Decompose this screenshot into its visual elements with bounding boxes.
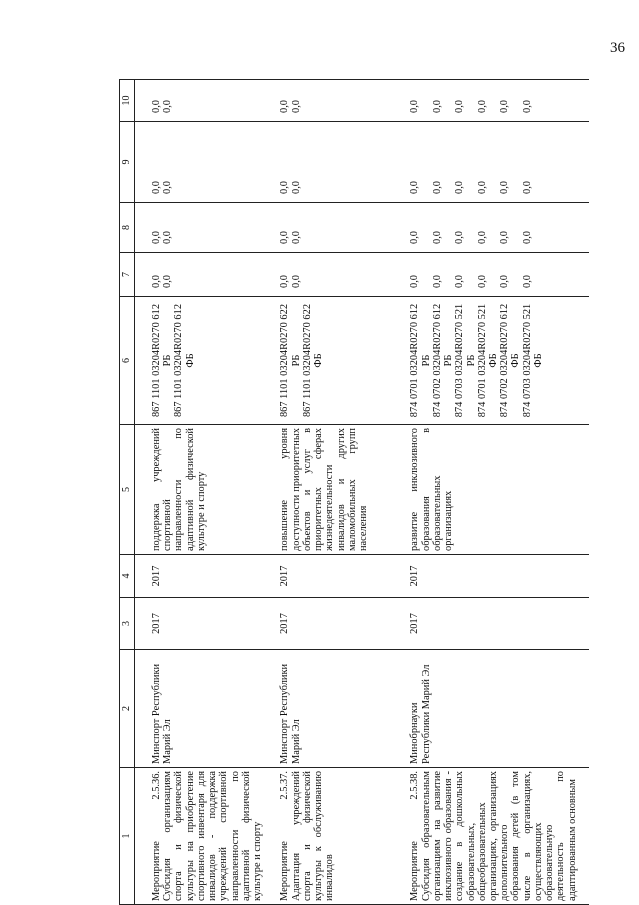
column-header: 8 (120, 203, 135, 253)
value: 0,0 (521, 100, 533, 113)
value: 0,0 (431, 181, 443, 194)
budget-code: 874 0703 03204R0270 521 РБ (454, 303, 477, 418)
event-name-cell: Мероприятие 2.5.36. Субсидия организациям спорта и физической культуры на приобретение спортивного инвентаря для инвалидов - поддержка учреждений спортивной направленности по адаптивной физической культуре и спорту (135, 768, 264, 905)
end-year-cell: 2017 (263, 555, 393, 598)
value: 0,0 (162, 181, 174, 194)
column-header: 3 (120, 598, 135, 650)
page-number: 36 (610, 40, 625, 56)
value: 0,0 (431, 231, 443, 244)
value: 0,0 (454, 100, 466, 113)
budget-code: 874 0702 03204R0270 612 РБ (431, 303, 455, 418)
value: 0,0 (499, 231, 511, 244)
budget-code: 867 1101 03204R0270 622 РБ (279, 303, 302, 418)
budget-code-cell (135, 297, 264, 425)
start-year-cell: 2017 (393, 598, 589, 650)
start-year-cell: 2017 (263, 598, 393, 650)
value: 0,0 (521, 231, 533, 244)
expected-result-cell: поддержка учреждений спортивной направленности по адаптивной физической культуре и спорту (135, 425, 264, 555)
value: 0,0 (162, 275, 174, 288)
budget-code: 867 1101 03204R0270 622 ФБ (301, 303, 325, 418)
value: 0,0 (162, 231, 174, 244)
value-cell-col10 (393, 80, 589, 122)
end-year-cell: 2017 (135, 555, 264, 598)
program-events-table (119, 79, 589, 905)
value: 0,0 (409, 231, 421, 244)
budget-code: 867 1101 03204R0270 612 ФБ (173, 303, 196, 418)
budget-code: 874 0701 03204R0270 612 РБ (409, 303, 432, 418)
column-number-row (120, 80, 135, 905)
value-cell-col7 (135, 253, 264, 297)
value: 0,0 (290, 100, 302, 113)
budget-code-cell (393, 297, 589, 425)
value-cell-col9 (393, 122, 589, 203)
value: 0,0 (476, 100, 488, 113)
column-header: 5 (120, 425, 135, 555)
value-cell-col9 (263, 122, 393, 203)
value: 0,0 (521, 275, 533, 288)
value-cell-col10 (263, 80, 393, 122)
executor-cell: Минспорт Республики Марий Эл (263, 650, 393, 768)
expected-result-cell: развитие инклюзивного образования в образовательных организациях (393, 425, 589, 555)
value: 0,0 (409, 100, 421, 113)
value: 0,0 (476, 231, 488, 244)
column-header: 4 (120, 555, 135, 598)
value: 0,0 (431, 100, 443, 113)
value: 0,0 (499, 100, 511, 113)
value: 0,0 (476, 275, 488, 288)
column-header: 1 (120, 768, 135, 905)
value: 0,0 (151, 181, 162, 194)
value: 0,0 (279, 100, 291, 113)
value: 0,0 (279, 275, 291, 288)
event-name-cell: Мероприятие 2.5.37. Адаптация учреждений спорта и физической культуры к обслуживанию инвалидов (263, 768, 393, 905)
column-header: 10 (120, 80, 135, 122)
value: 0,0 (521, 181, 533, 194)
budget-code: 867 1101 03204R0270 612 РБ (151, 303, 174, 418)
budget-code-cell (263, 297, 393, 425)
value-cell-col9 (135, 122, 264, 203)
value: 0,0 (151, 100, 162, 113)
value: 0,0 (454, 181, 466, 194)
table-row (135, 80, 264, 905)
value: 0,0 (454, 275, 466, 288)
table-row (263, 80, 393, 905)
budget-code: 874 0701 03204R0270 521 ФБ (476, 303, 499, 418)
value-cell-col8 (393, 203, 589, 253)
table-row (393, 80, 589, 905)
value-cell-col7 (393, 253, 589, 297)
value-cell-col8 (135, 203, 264, 253)
value: 0,0 (290, 275, 302, 288)
value-cell-col10 (135, 80, 264, 122)
start-year-cell: 2017 (135, 598, 264, 650)
budget-code: 874 0702 03204R0270 612 ФБ (499, 303, 522, 418)
value: 0,0 (290, 231, 302, 244)
value-cell-col7 (263, 253, 393, 297)
value: 0,0 (279, 231, 291, 244)
value: 0,0 (279, 181, 291, 194)
executor-cell: Минобрнауки Республики Марий Эл (393, 650, 589, 768)
value: 0,0 (454, 231, 466, 244)
column-header: 7 (120, 253, 135, 297)
column-header: 6 (120, 297, 135, 425)
column-header: 2 (120, 650, 135, 768)
event-name-cell: Мероприятие 2.5.38. Субсидия образовательным организациям на развитие инклюзивного образования - создание в дошкольных образовательных, общеобразовательных организациях, организациях дополнительного образования детей (в том числе в организациях, осуществляющих образовательную деятельность по адаптированным основным (393, 768, 589, 905)
end-year-cell: 2017 (393, 555, 589, 598)
value: 0,0 (409, 275, 421, 288)
value: 0,0 (499, 181, 511, 194)
value: 0,0 (476, 181, 488, 194)
value: 0,0 (409, 181, 421, 194)
value: 0,0 (431, 275, 443, 288)
value: 0,0 (151, 231, 162, 244)
value: 0,0 (290, 181, 302, 194)
executor-cell: Минспорт Республики Марий Эл (135, 650, 264, 768)
value: 0,0 (499, 275, 511, 288)
column-header: 9 (120, 122, 135, 203)
budget-code: 874 0703 03204R0270 521 ФБ (521, 303, 544, 418)
value: 0,0 (151, 275, 162, 288)
value-cell-col8 (263, 203, 393, 253)
expected-result-cell: повышение уровня доступности приоритетных объектов и услуг в приоритетных сферах жизнедеятельности инвалидов и других маломобильных групп населения (263, 425, 393, 555)
value: 0,0 (162, 100, 174, 113)
